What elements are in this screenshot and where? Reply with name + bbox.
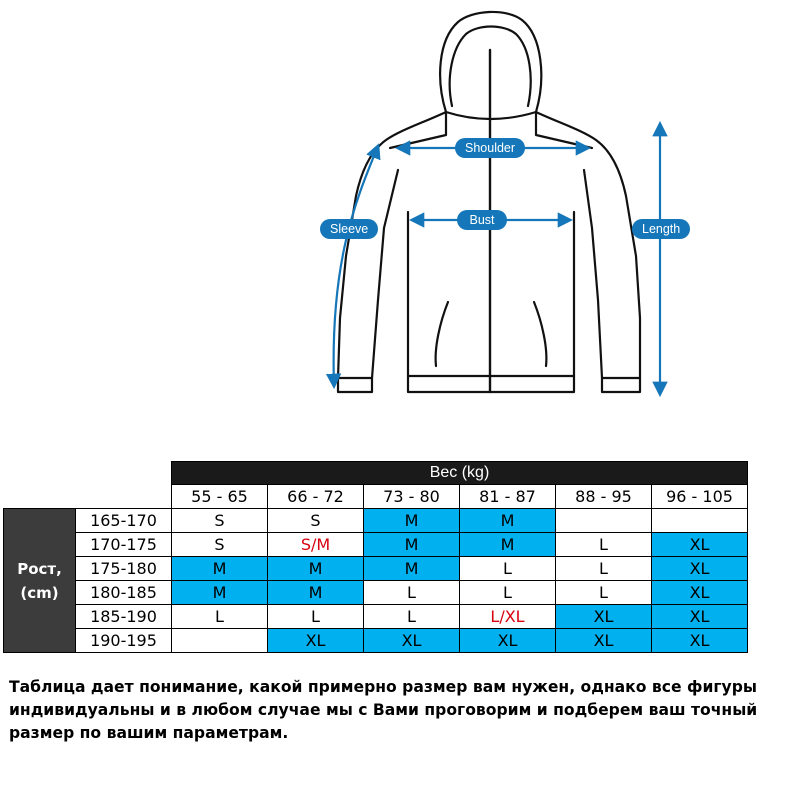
table-row bbox=[4, 509, 748, 533]
height-range: 185-190 bbox=[76, 605, 172, 629]
height-range: 170-175 bbox=[76, 533, 172, 557]
measure-arrows bbox=[334, 124, 660, 394]
weight-column-header: 96 - 105 bbox=[652, 485, 748, 509]
table-corner bbox=[4, 485, 76, 509]
size-cell: L bbox=[268, 605, 364, 629]
size-cell: L bbox=[460, 581, 556, 605]
table-row bbox=[4, 533, 748, 557]
size-cell: L bbox=[364, 605, 460, 629]
size-cell: M bbox=[364, 533, 460, 557]
size-cell: XL bbox=[556, 605, 652, 629]
size-cell: L bbox=[172, 605, 268, 629]
table-corner bbox=[76, 485, 172, 509]
table-row bbox=[4, 557, 748, 581]
size-cell: XL bbox=[460, 629, 556, 653]
height-header-line2: (cm) bbox=[20, 583, 59, 602]
size-cell: XL bbox=[652, 605, 748, 629]
height-header bbox=[4, 509, 76, 653]
size-cell: M bbox=[172, 557, 268, 581]
weight-column-header: 66 - 72 bbox=[268, 485, 364, 509]
size-cell: L/XL bbox=[460, 605, 556, 629]
height-header-line1: Рост, bbox=[17, 559, 62, 578]
size-cell: S bbox=[172, 533, 268, 557]
size-cell: XL bbox=[268, 629, 364, 653]
size-cell: L bbox=[556, 557, 652, 581]
size-note: Таблица дает понимание, какой примерно размер вам нужен, однако все фигуры индивидуальны и в любом случае мы с Вами проговорим и подберем ваш точный размер по вашим параметрам. bbox=[9, 678, 758, 742]
size-cell: L bbox=[556, 533, 652, 557]
weight-column-header: 81 - 87 bbox=[460, 485, 556, 509]
size-cell: XL bbox=[364, 629, 460, 653]
length-label: Length bbox=[632, 219, 690, 239]
size-cell: M bbox=[364, 557, 460, 581]
shoulder-label: Shoulder bbox=[455, 138, 525, 158]
size-cell bbox=[556, 509, 652, 533]
height-range: 190-195 bbox=[76, 629, 172, 653]
size-cell: XL bbox=[652, 629, 748, 653]
size-cell: M bbox=[460, 533, 556, 557]
size-cell: S/M bbox=[268, 533, 364, 557]
height-range: 180-185 bbox=[76, 581, 172, 605]
height-range: 175-180 bbox=[76, 557, 172, 581]
table-row bbox=[4, 605, 748, 629]
size-cell: S bbox=[268, 509, 364, 533]
table-corner bbox=[76, 462, 172, 485]
table-row bbox=[4, 629, 748, 653]
table-row bbox=[4, 581, 748, 605]
height-range: 165-170 bbox=[76, 509, 172, 533]
weight-column-header: 55 - 65 bbox=[172, 485, 268, 509]
weight-column-header: 73 - 80 bbox=[364, 485, 460, 509]
size-cell: L bbox=[556, 581, 652, 605]
size-cell: XL bbox=[556, 629, 652, 653]
size-cell: L bbox=[364, 581, 460, 605]
table-corner bbox=[4, 462, 76, 485]
size-cell: M bbox=[268, 557, 364, 581]
jacket-outline bbox=[338, 12, 640, 392]
size-cell: XL bbox=[652, 533, 748, 557]
size-cell: XL bbox=[652, 557, 748, 581]
size-cell: M bbox=[460, 509, 556, 533]
weight-header: Вес (kg) bbox=[172, 462, 748, 485]
size-table bbox=[3, 461, 748, 653]
size-cell: XL bbox=[652, 581, 748, 605]
size-cell: M bbox=[172, 581, 268, 605]
size-cell: L bbox=[460, 557, 556, 581]
size-cell bbox=[172, 629, 268, 653]
size-cell: M bbox=[364, 509, 460, 533]
size-cell: S bbox=[172, 509, 268, 533]
bust-label: Bust bbox=[457, 210, 507, 230]
size-cell: M bbox=[268, 581, 364, 605]
size-cell bbox=[652, 509, 748, 533]
sleeve-label: Sleeve bbox=[320, 219, 378, 239]
weight-column-header: 88 - 95 bbox=[556, 485, 652, 509]
